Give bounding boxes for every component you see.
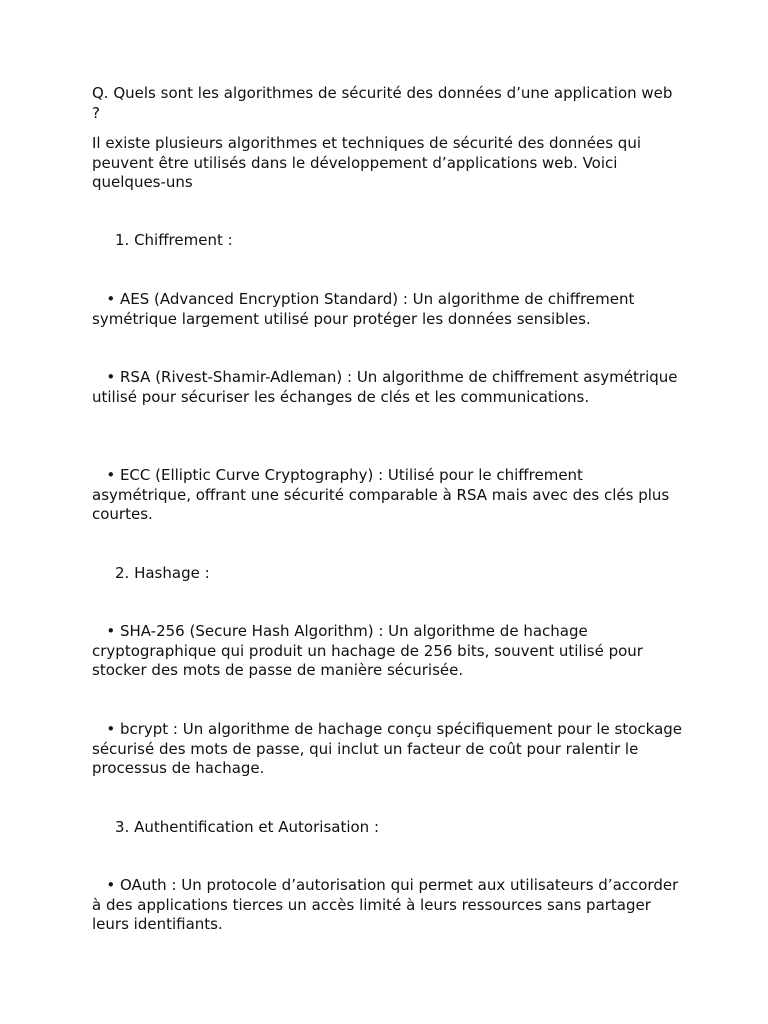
intro-paragraph: Il existe plusieurs algorithmes et techniques de sécurité des données qui peuvent être utilisés dans le développement d’applications web. Voici quelques-uns	[92, 134, 641, 192]
list-item-text: AES (Advanced Encryption Standard) : Un algorithme de chiffrement symétrique largement utilisé pour protéger les données sensibles.	[92, 290, 635, 328]
bullet-glyph: •	[106, 466, 116, 484]
section-heading-chiffrement: 1. Chiffrement :	[115, 231, 233, 249]
list-item-bcrypt	[92, 720, 682, 779]
list-item-text: bcrypt : Un algorithme de hachage conçu spécifiquement pour le stockage sécurisé des mots de passe, qui inclut un facteur de coût pour ralentir le processus de hachage.	[92, 720, 683, 778]
list-item-text: OAuth : Un protocole d’autorisation qui permet aux utilisateurs d’accorder à des applications tierces un accès limité à leurs ressources sans partager leurs identifiants.	[92, 876, 679, 934]
list-item-text: ECC (Elliptic Curve Cryptography) : Utilisé pour le chiffrement asymétrique, offrant une sécurité comparable à RSA mais avec des clés plus courtes.	[92, 466, 670, 524]
bullet-glyph: •	[106, 622, 116, 640]
list-item-text: RSA (Rivest-Shamir-Adleman) : Un algorithme de chiffrement asymétrique utilisé pour sécuriser les échanges de clés et les communications.	[92, 368, 678, 406]
list-item-aes	[92, 290, 682, 329]
list-item-ecc	[92, 466, 682, 525]
list-item-oauth	[92, 876, 682, 935]
bullet-glyph: •	[106, 876, 116, 894]
list-item-text: SHA-256 (Secure Hash Algorithm) : Un algorithme de hachage cryptographique qui produit un hachage de 256 bits, souvent utilisé pour stocker des mots de passe de manière sécurisée.	[92, 622, 643, 680]
section-heading-hashage: 2. Hashage :	[115, 564, 210, 582]
bullet-glyph: •	[106, 720, 116, 738]
question-paragraph: Q. Quels sont les algorithmes de sécurité des données d’une application web ?	[92, 84, 673, 122]
bullet-glyph: •	[106, 368, 116, 386]
list-item-rsa	[92, 368, 682, 407]
section-heading-authentification: 3. Authentification et Autorisation :	[115, 818, 380, 836]
bullet-glyph: •	[106, 290, 116, 308]
list-item-sha256	[92, 622, 682, 681]
